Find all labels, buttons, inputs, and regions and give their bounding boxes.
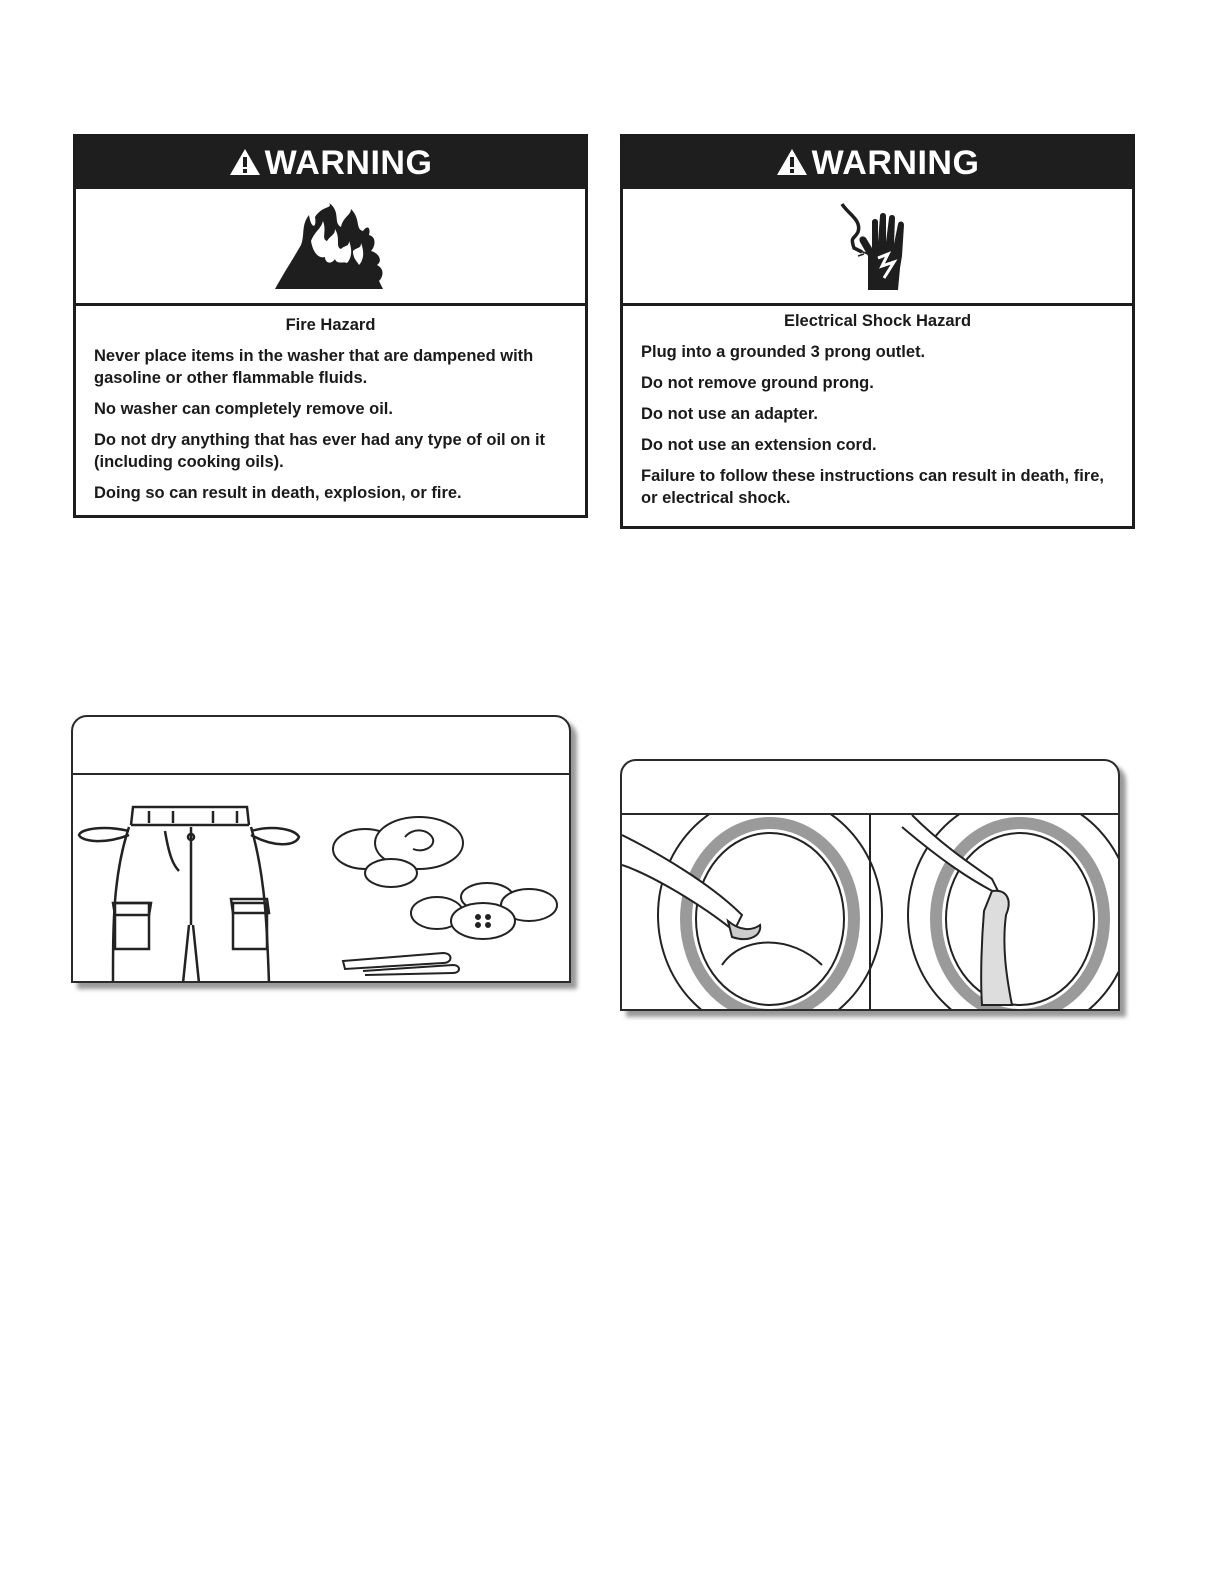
washer-door-right [902, 815, 1118, 1011]
empty-pockets-illustration [73, 775, 569, 983]
hazard-title: Fire Hazard [285, 316, 376, 334]
warning-line: Do not use an extension cord. [641, 436, 877, 454]
washer-door-left [622, 815, 882, 1011]
safety-pins-illustration [343, 953, 459, 975]
shock-pictogram [623, 189, 1132, 306]
warning-header-label: WARNING [264, 143, 433, 182]
washer-gasket-cleaning-illustration [622, 815, 1118, 1011]
buttons-illustration [411, 883, 557, 939]
warning-header [76, 137, 585, 189]
warning-line: Do not use an adapter. [641, 405, 818, 423]
washer-gasket-panel [620, 759, 1120, 1011]
warning-triangle-icon [229, 147, 261, 177]
hazard-title: Electrical Shock Hazard [783, 312, 972, 330]
pants-illustration [79, 807, 299, 983]
fire-pictogram [76, 189, 585, 306]
warning-line: Do not dry anything that has ever had any type of oil on it (including cooking oils). [94, 431, 546, 471]
panel-header [622, 761, 1118, 815]
coins-illustration [333, 817, 463, 887]
electric-shock-hand-icon [828, 196, 928, 296]
empty-pockets-panel [71, 715, 571, 983]
fire-warning-box [73, 134, 588, 518]
warning-header [623, 137, 1132, 189]
warning-triangle-icon [776, 147, 808, 177]
warning-line: Failure to follow these instructions can result in death, fire, or electrical shock. [641, 467, 1104, 507]
warning-header-label: WARNING [811, 143, 980, 182]
panel-header [73, 717, 569, 775]
warning-line: Do not remove ground prong. [641, 374, 874, 392]
shock-warning-box [620, 134, 1135, 529]
warning-line: Never place items in the washer that are dampened with gasoline or other flammable fluids. [94, 347, 534, 387]
warning-line: Doing so can result in death, explosion, or fire. [94, 484, 462, 502]
fire-icon [271, 201, 391, 291]
warning-line: Plug into a grounded 3 prong outlet. [641, 343, 926, 361]
warning-line: No washer can completely remove oil. [94, 400, 393, 418]
